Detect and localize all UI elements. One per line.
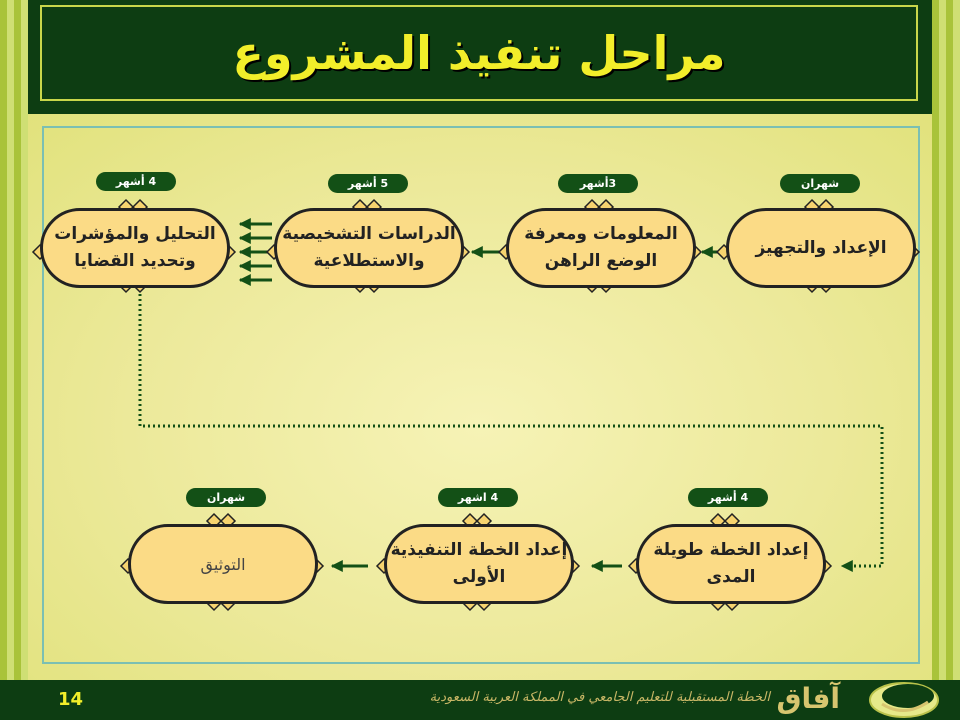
stage-first-executive-plan [384, 524, 574, 604]
stage-label: المعلومات ومعرفة الوضع الراهن [524, 224, 678, 271]
duration-badge: 4 أشهر [688, 488, 768, 507]
duration-badge: 4 أشهر [96, 172, 176, 191]
brand-tagline: الخطة المستقبلية للتعليم الجامعي في المملكة العربية السعودية [429, 690, 770, 705]
stage-label: إعداد الخطة طويلة المدى [653, 540, 809, 587]
duration-badge: 5 أشهر [328, 174, 408, 193]
duration-badge: 4 اشهر [438, 488, 518, 507]
crescent-logo-icon [862, 674, 942, 720]
stage-information [506, 208, 696, 288]
stage-diagnostic-studies [274, 208, 464, 288]
brand-logo-text: آفاق [776, 682, 840, 715]
duration-badge: شهران [186, 488, 266, 507]
stage-analysis [40, 208, 230, 288]
stage-label: الإعداد والتجهيز [755, 237, 887, 258]
slide-title: مراحل تنفيذ المشروع [232, 26, 726, 80]
duration-badge: شهران [780, 174, 860, 193]
stage-long-term-plan [636, 524, 826, 604]
stage-label: التوثيق [200, 554, 246, 574]
stage-label: التحليل والمؤشرات وتحديد القضايا [54, 224, 216, 271]
duration-badge: 3أشهر [558, 174, 638, 193]
stage-documentation [128, 524, 318, 604]
stage-preparation [726, 208, 916, 288]
stage-label: إعداد الخطة التنفيذية الأولى [390, 540, 568, 587]
page-number: 14 [58, 689, 84, 710]
stage-label: الدراسات التشخيصية والاستطلاعية [282, 224, 456, 271]
